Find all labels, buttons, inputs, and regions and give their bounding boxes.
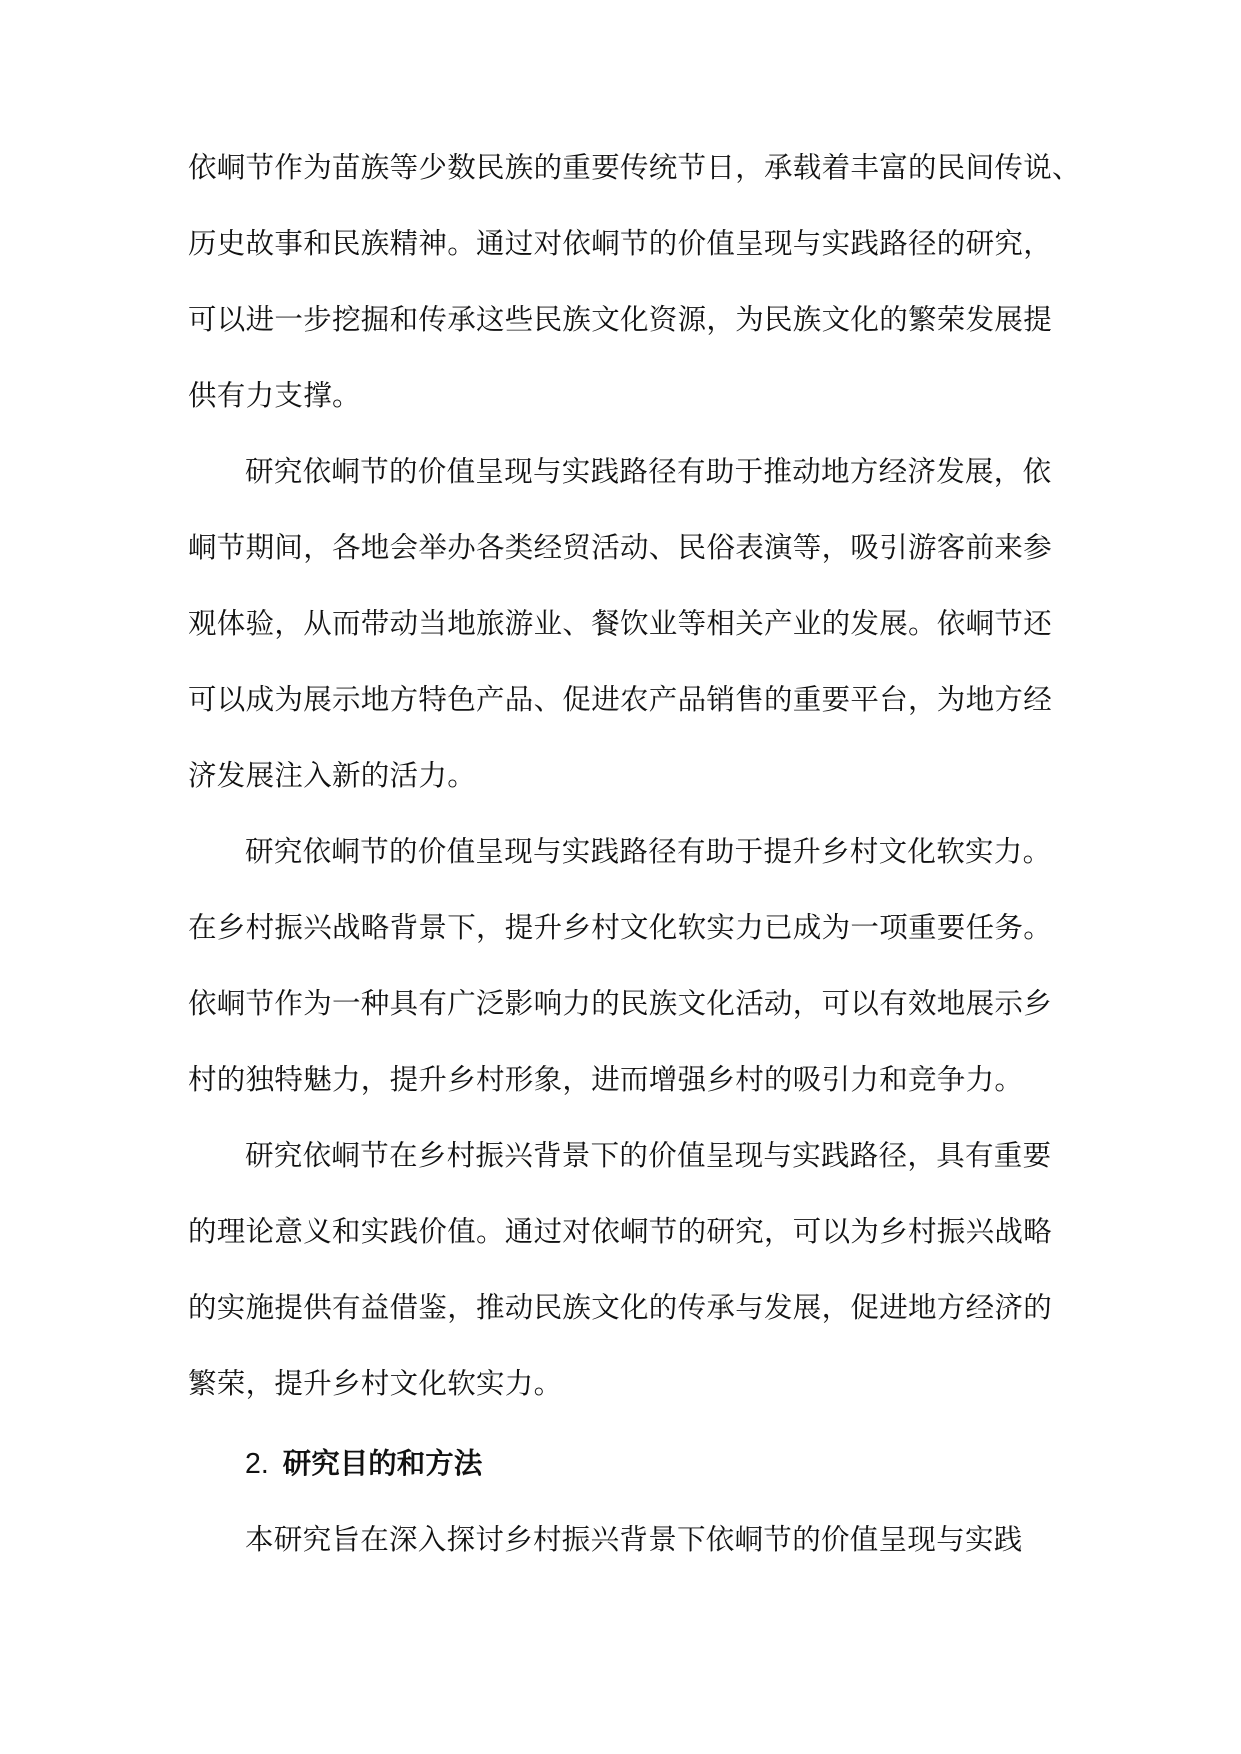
- paragraph-research-purpose: [188, 1510, 1088, 1586]
- paragraph-line: 本研究旨在深入探讨乡村振兴背景下依峒节的价值呈现与实践: [245, 1523, 1023, 1556]
- section-title: 研究目的和方法: [282, 1447, 483, 1480]
- paragraph-line: 供有力支撑。: [188, 379, 361, 412]
- paragraph-line: 的实施提供有益借鉴，推动民族文化的传承与发展，促进地方经济的: [188, 1291, 1053, 1324]
- paragraph-line: 研究依峒节在乡村振兴背景下的价值呈现与实践路径，具有重要: [245, 1139, 1052, 1172]
- paragraph-line: 可以进一步挖掘和传承这些民族文化资源，为民族文化的繁荣发展提: [188, 303, 1053, 336]
- paragraph-soft-power: [188, 822, 1088, 1126]
- paragraph-line: 依峒节作为苗族等少数民族的重要传统节日，承载着丰富的民间传说、: [188, 151, 1081, 184]
- paragraph-line: 观体验，从而带动当地旅游业、餐饮业等相关产业的发展。依峒节还: [188, 607, 1053, 640]
- paragraph-significance: [188, 1126, 1088, 1430]
- paragraph-line: 峒节期间，各地会举办各类经贸活动、民俗表演等，吸引游客前来参: [188, 531, 1053, 564]
- paragraph-line: 济发展注入新的活力。: [188, 759, 477, 792]
- paragraph-line: 可以成为展示地方特色产品、促进农产品销售的重要平台，为地方经: [188, 683, 1053, 716]
- paragraph-line: 研究依峒节的价值呈现与实践路径有助于提升乡村文化软实力。: [245, 835, 1052, 868]
- section-number: 2.: [245, 1448, 269, 1480]
- paragraph-cultural-heritage: [188, 138, 1088, 442]
- paragraph-line: 繁荣，提升乡村文化软实力。: [188, 1367, 563, 1400]
- paragraph-local-economy: [188, 442, 1088, 822]
- document-body: [188, 138, 1088, 1586]
- paragraph-line: 的理论意义和实践价值。通过对依峒节的研究，可以为乡村振兴战略: [188, 1215, 1053, 1248]
- paragraph-line: 依峒节作为一种具有广泛影响力的民族文化活动，可以有效地展示乡: [188, 987, 1053, 1020]
- paragraph-line: 在乡村振兴战略背景下，提升乡村文化软实力已成为一项重要任务。: [188, 911, 1053, 944]
- section-heading: [188, 1434, 1088, 1510]
- paragraph-line: 历史故事和民族精神。通过对依峒节的价值呈现与实践路径的研究，: [188, 227, 1053, 260]
- paragraph-line: 村的独特魅力，提升乡村形象，进而增强乡村的吸引力和竞争力。: [188, 1063, 1024, 1096]
- paragraph-line: 研究依峒节的价值呈现与实践路径有助于推动地方经济发展，依: [245, 455, 1052, 488]
